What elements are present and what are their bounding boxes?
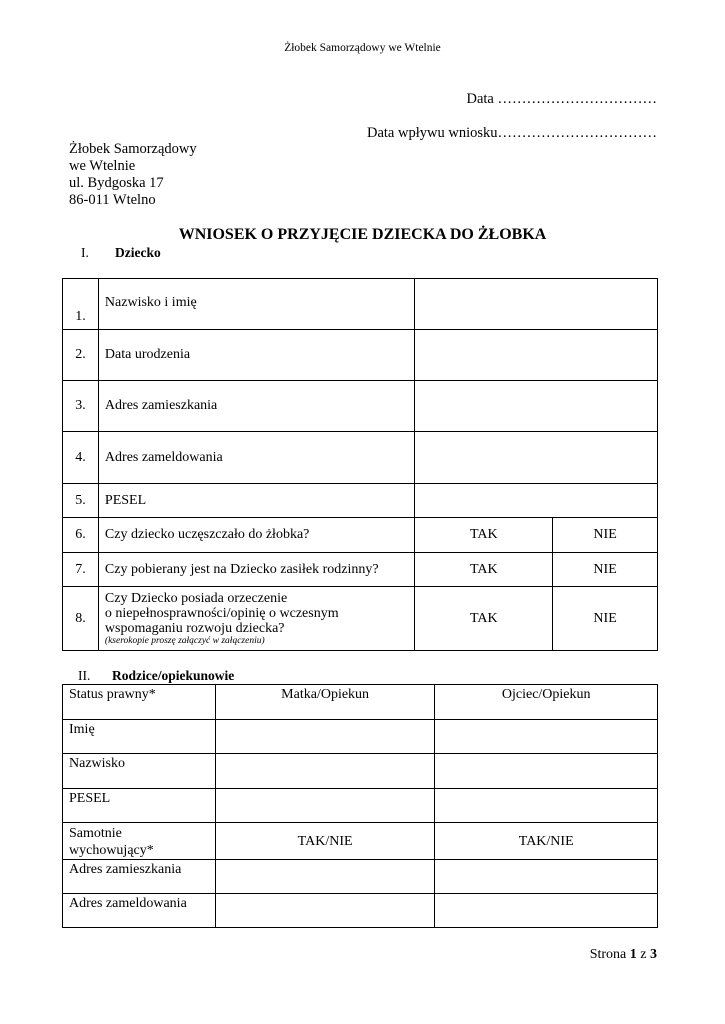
registered-address-input-cell[interactable] — [415, 432, 658, 484]
row-label: Nazwisko — [63, 754, 216, 789]
section-name: Dziecko — [115, 245, 161, 260]
row-number: 4. — [63, 432, 99, 484]
section-number: I. — [81, 245, 89, 260]
father-input-cell[interactable] — [435, 894, 658, 928]
row-label: Adres zamieszkania — [98, 381, 415, 432]
row-label: Adres zamieszkania — [63, 860, 216, 894]
mother-input-cell[interactable] — [215, 860, 435, 894]
row-number: 1. — [63, 279, 99, 330]
no-option[interactable]: NIE — [553, 553, 658, 587]
table-header-row — [63, 685, 658, 720]
row-label: Adres zameldowania — [63, 894, 216, 928]
father-input-cell[interactable] — [435, 789, 658, 823]
address-line: Żłobek Samorządowy — [69, 141, 197, 157]
section-child-heading — [81, 245, 161, 261]
yes-option[interactable]: TAK — [415, 587, 553, 651]
name-input-cell[interactable] — [415, 279, 658, 330]
row-number: 3. — [63, 381, 99, 432]
row-label-line: wspomaganiu rozwoju dziecka? — [104, 620, 285, 636]
row-label: Czy pobierany jest na Dziecko zasiłek rodzinny? — [98, 553, 415, 587]
address-line: 86-011 Wtelno — [69, 192, 156, 208]
table-row — [63, 279, 658, 330]
table-row — [63, 587, 658, 651]
section-name: Rodzice/opiekunowie — [112, 668, 235, 683]
table-row — [63, 553, 658, 587]
child-table — [62, 278, 658, 651]
table-row — [63, 894, 658, 928]
table-row — [63, 789, 658, 823]
row-label-line: Samotnie — [69, 826, 122, 841]
father-input-cell[interactable] — [435, 860, 658, 894]
father-input-cell[interactable] — [435, 720, 658, 754]
row-label: PESEL — [63, 789, 216, 823]
current-page: 1 — [629, 947, 637, 962]
table-row — [63, 860, 658, 894]
total-pages: 3 — [650, 947, 657, 962]
row-label-line: Czy Dziecko posiada orzeczenie — [104, 590, 288, 606]
page-header: Żłobek Samorządowy we Wtelnie — [284, 42, 441, 54]
section-parents-heading — [78, 668, 234, 684]
residence-input-cell[interactable] — [415, 381, 658, 432]
mother-yes-no-option[interactable]: TAK/NIE — [215, 823, 435, 860]
row-label: Nazwisko i imię — [98, 279, 415, 330]
row-label-line: wychowujący* — [69, 843, 154, 858]
table-row — [63, 432, 658, 484]
page-number — [590, 947, 657, 963]
receipt-date-field[interactable]: Data wpływu wniosku…………………………… — [367, 125, 657, 141]
table-row — [63, 484, 658, 518]
column-header: Ojciec/Opiekun — [435, 685, 658, 720]
father-input-cell[interactable] — [435, 754, 658, 789]
mother-input-cell[interactable] — [215, 720, 435, 754]
column-header: Status prawny* — [63, 685, 216, 720]
nursery-address — [69, 141, 197, 209]
table-row — [63, 720, 658, 754]
mother-input-cell[interactable] — [215, 754, 435, 789]
row-number: 8. — [63, 587, 99, 651]
row-label: Adres zameldowania — [98, 432, 415, 484]
form-title: WNIOSEK O PRZYJĘCIE DZIECKA DO ŻŁOBKA — [178, 226, 547, 243]
row-label — [98, 587, 415, 651]
row-number: 2. — [63, 330, 99, 381]
date-field[interactable]: Data …………………………… — [466, 91, 657, 107]
page-sep: z — [640, 947, 647, 962]
parents-table — [62, 684, 658, 928]
no-option[interactable]: NIE — [553, 518, 658, 553]
row-number: 5. — [63, 484, 99, 518]
birthdate-input-cell[interactable] — [415, 330, 658, 381]
column-header: Matka/Opiekun — [215, 685, 435, 720]
no-option[interactable]: NIE — [553, 587, 658, 651]
mother-input-cell[interactable] — [215, 789, 435, 823]
table-row — [63, 754, 658, 789]
page-prefix: Strona — [589, 947, 627, 962]
section-number: II. — [78, 668, 91, 683]
address-line: we Wtelnie — [69, 158, 136, 174]
row-number: 6. — [63, 518, 99, 553]
mother-input-cell[interactable] — [215, 894, 435, 928]
row-label — [63, 823, 216, 860]
address-line: ul. Bydgoska 17 — [69, 175, 164, 191]
attachment-note: (kserokopie proszę załączyć w załączeniu) — [104, 635, 265, 646]
pesel-input-cell[interactable] — [415, 484, 658, 518]
yes-option[interactable]: TAK — [415, 518, 553, 553]
table-row — [63, 518, 658, 553]
row-label-line: o niepełnosprawności/opinię o wczesnym — [104, 605, 339, 621]
table-row — [63, 823, 658, 860]
row-label: Data urodzenia — [98, 330, 415, 381]
table-row — [63, 381, 658, 432]
row-number: 7. — [63, 553, 99, 587]
row-label: PESEL — [98, 484, 415, 518]
yes-option[interactable]: TAK — [415, 553, 553, 587]
row-label: Imię — [63, 720, 216, 754]
table-row — [63, 330, 658, 381]
father-yes-no-option[interactable]: TAK/NIE — [435, 823, 658, 860]
row-label: Czy dziecko uczęszczało do żłobka? — [98, 518, 415, 553]
